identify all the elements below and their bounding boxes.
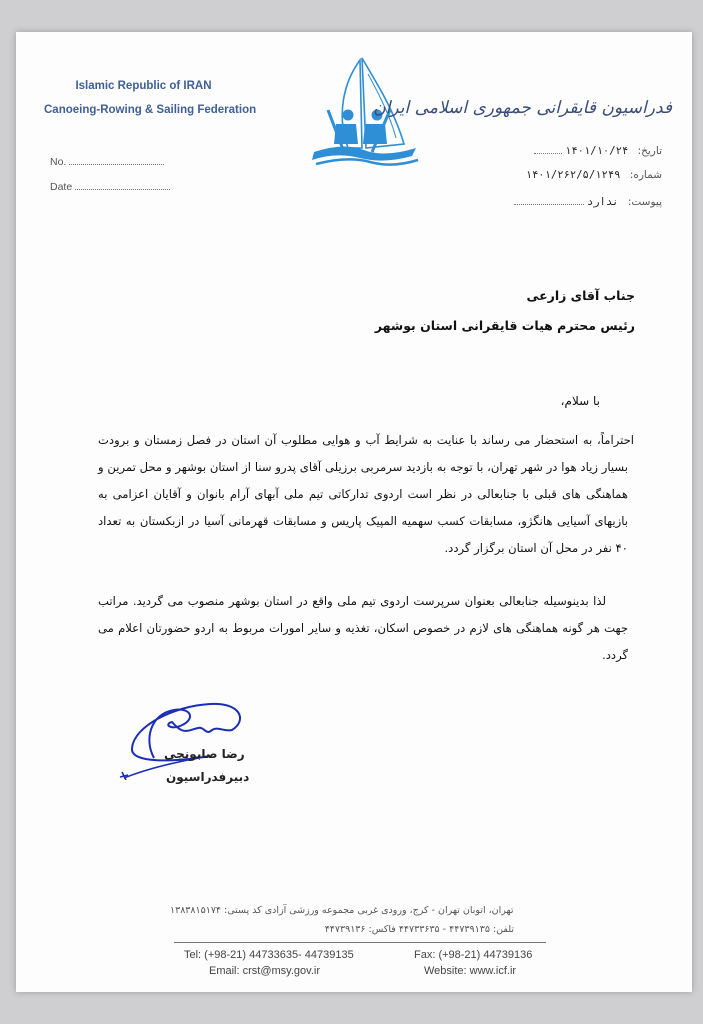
date-field: Date bbox=[50, 180, 170, 193]
signer-title: دبیرفدراسیون bbox=[166, 770, 250, 784]
footer-divider bbox=[174, 942, 546, 943]
footer-website: Website: www.icf.ir bbox=[424, 965, 517, 977]
body-paragraph-2: لذا بدینوسیله جنابعالی بعنوان سرپرست اردوی تیم ملی واقع در استان بوشهر منصوب می گردید. مراتب جهت هر گونه هماهنگی های لازم در خصوص اسکان، تغذیه و سایر امورات مربوط به اردو حضورتان اعلام می گردد. bbox=[98, 594, 628, 662]
footer-phones-fa: تلفن: ۴۴۷۳۹۱۳۵ - ۴۴۷۳۳۶۳۵ فاکس: ۴۴۷۳۹۱۳۶ bbox=[324, 924, 514, 935]
signer-name: رضا صابونچی bbox=[164, 747, 245, 761]
meta-attachment: پیوست: ندارد bbox=[514, 195, 662, 208]
footer-tel: Tel: (+98-21) 44733635- 44739135 bbox=[184, 949, 354, 961]
header-federation-fa: فدراسیون قایقرانی جمهوری اسلامی ایران bbox=[373, 98, 672, 118]
addressee-name: جناب آقای زارعی bbox=[526, 288, 635, 303]
footer-email: Email: crst@msy.gov.ir bbox=[209, 965, 320, 977]
footer-fax: Fax: (+98-21) 44739136 bbox=[414, 949, 533, 961]
header-federation-en: Canoeing-Rowing & Sailing Federation bbox=[44, 104, 257, 116]
addressee-title: رئیس محترم هیات قایقرانی استان بوشهر bbox=[374, 318, 635, 333]
meta-number: شماره: ۱۴۰۱/۲۶۲/۵/۱۲۴۹ bbox=[525, 169, 662, 181]
handwritten-signature bbox=[114, 700, 254, 780]
meta-date: تاریخ: ۱۴۰۱/۱۰/۲۴ bbox=[534, 144, 662, 157]
number-field: No. bbox=[50, 155, 164, 168]
header-country: Islamic Republic of IRAN bbox=[75, 80, 212, 92]
greeting: با سلام، bbox=[560, 394, 600, 408]
body-paragraph-1: احتراماً، به استحضار می رساند با عنایت به شرایط آب و هوایی مطلوب آن استان در فصل زمستان و برودت بسیار زیاد هوا در شهر تهران، با توجه به بازدید سرمربی برزیلی آقای پدرو سنا از استان بوشهر و محل تمرین و هماهنگی های قبلی با جنابعالی در نظر است اردوی تدارکاتی تیم ملی آبهای آرام بانوان و آقایان اعزامی به بازیهای آسیایی هانگژو، مسابقات کسب سهمیه المپیک پاریس و مسابقات قهرمانی آسیا در ازبکستان به تعداد ۴۰ نفر در محل آن استان برگزار گردد. bbox=[98, 433, 634, 555]
letter-page bbox=[16, 32, 692, 992]
footer-address: تهران، اتوبان تهران - کرج، ورودی غربی مجموعه ورزشی آزادی کد پستی: ۱۳۸۳۸۱۵۱۷۴ bbox=[170, 905, 514, 916]
